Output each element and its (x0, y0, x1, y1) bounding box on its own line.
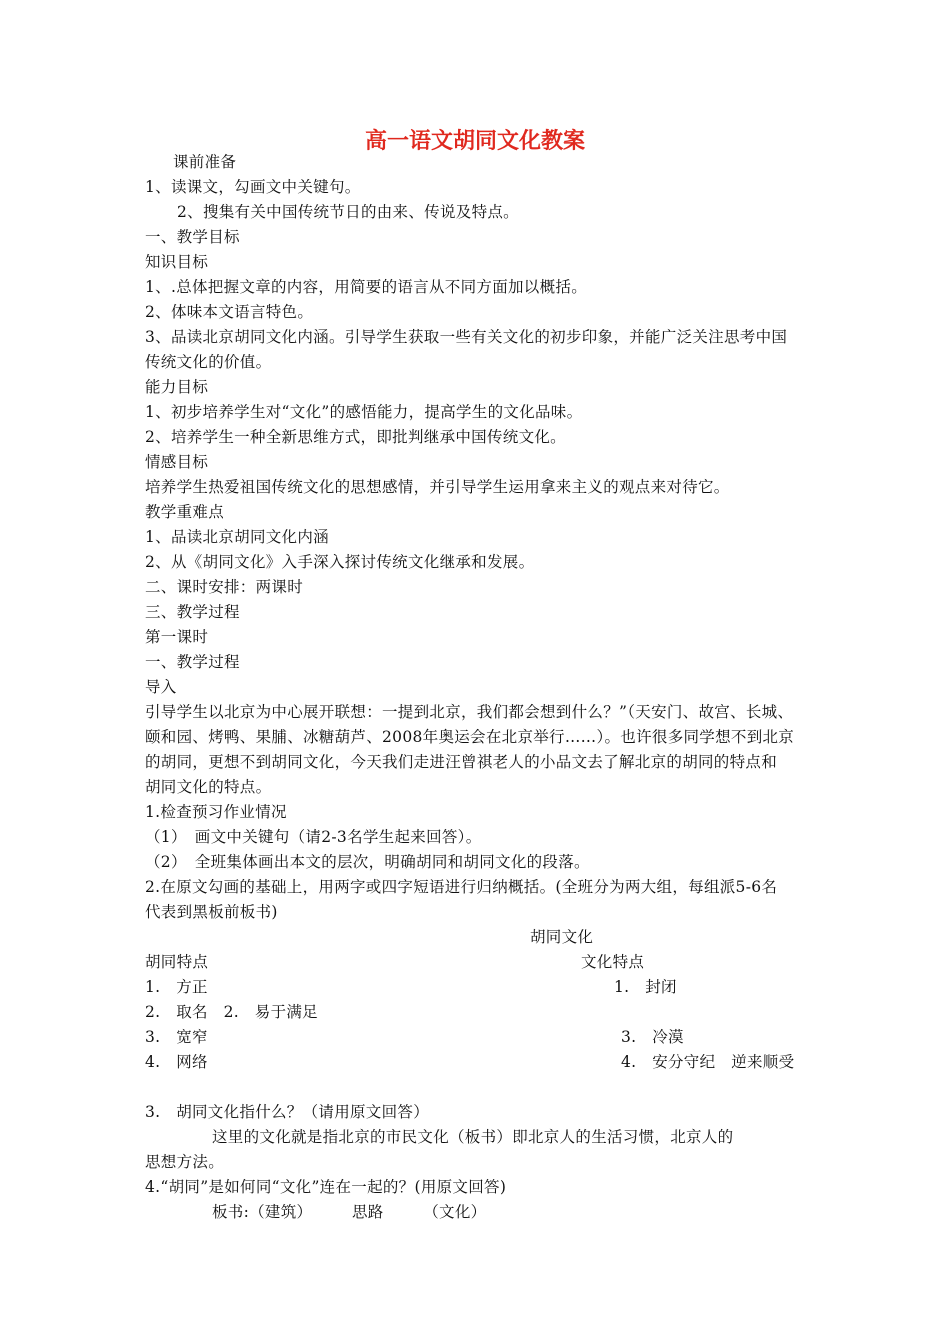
column-heading-left: 胡同特点 (145, 953, 209, 971)
board-item-right: 3. 冷漠 (621, 1028, 684, 1046)
board-item-left: 2. 取名 2. 易于满足 (145, 1003, 318, 1021)
section-heading: 三、教学过程 (145, 603, 240, 621)
text-line: 的胡同，更想不到胡同文化，今天我们走进汪曾祺老人的小品文去了解北京的胡同的特点和 (145, 753, 778, 771)
text-line: 第一课时 (145, 628, 209, 646)
board-item-left: 4. 网络 (145, 1053, 208, 1071)
text-line: 传统文化的价值。 (145, 353, 272, 371)
column-heading-right: 文化特点 (581, 953, 645, 971)
text-line: 板书:（建筑） 思路 （文化） (212, 1203, 487, 1221)
text-line: 1、.总体把握文章的内容，用简要的语言从不同方面加以概括。 (145, 278, 587, 296)
text-line: 代表到黑板前板书) (145, 903, 278, 921)
text-line: 知识目标 (145, 253, 209, 271)
text-line: 1.检查预习作业情况 (145, 803, 287, 821)
board-item-left: 1. 方正 (145, 978, 208, 996)
board-item-left: 3. 宽窄 (145, 1028, 208, 1046)
text-line: 1、品读北京胡同文化内涵 (145, 528, 329, 546)
text-line: 能力目标 (145, 378, 209, 396)
text-line: 2.在原文勾画的基础上，用两字或四字短语进行归纳概括。(全班分为两大组，每组派5-6名 (145, 878, 778, 896)
text-line: 思想方法。 (145, 1153, 225, 1171)
section-heading: 一、教学目标 (145, 228, 240, 246)
section-heading: 二、课时安排：两课时 (145, 578, 304, 596)
text-line: 课前准备 (173, 153, 237, 171)
text-line: 2、从《胡同文化》入手深入探讨传统文化继承和发展。 (145, 553, 535, 571)
document-title: 高一语文胡同文化教案 (364, 129, 585, 154)
board-item-right: 1. 封闭 (614, 978, 677, 996)
board-heading: 胡同文化 (530, 928, 594, 946)
text-line: 1、读课文，勾画文中关键句。 (145, 178, 361, 196)
text-line: 培养学生热爱祖国传统文化的思想感情，并引导学生运用拿来主义的观点来对待它。 (145, 478, 730, 496)
text-line: 2、搜集有关中国传统节日的由来、传说及特点。 (177, 203, 519, 221)
text-line: （1） 画文中关键句（请2-3名学生起来回答）。 (145, 828, 482, 846)
text-line: 颐和园、烤鸭、果脯、冰糖葫芦、2008年奥运会在北京举行……）。也许很多同学想不到北京 (145, 728, 795, 746)
board-item-right: 4. 安分守纪 逆来顺受 (621, 1053, 795, 1071)
text-line: 导入 (145, 678, 177, 696)
text-line: 3、品读北京胡同文化内涵。引导学生获取一些有关文化的初步印象，并能广泛关注思考中国 (145, 328, 788, 346)
text-line: 3. 胡同文化指什么？（请用原文回答） (145, 1103, 429, 1121)
text-line: 4.“胡同”是如何同“文化”连在一起的？(用原文回答) (145, 1178, 507, 1196)
text-line: 教学重难点 (145, 503, 225, 521)
section-heading: 一、教学过程 (145, 653, 240, 671)
text-line: 1、初步培养学生对“文化”的感悟能力，提高学生的文化品味。 (145, 403, 583, 421)
text-line: 2、培养学生一种全新思维方式，即批判继承中国传统文化。 (145, 428, 566, 446)
text-line: （2） 全班集体画出本文的层次，明确胡同和胡同文化的段落。 (145, 853, 590, 871)
text-line: 胡同文化的特点。 (145, 778, 272, 796)
text-line: 这里的文化就是指北京的市民文化（板书）即北京人的生活习惯，北京人的 (212, 1128, 734, 1146)
text-line: 2、体味本文语言特色。 (145, 303, 314, 321)
text-line: 情感目标 (145, 453, 209, 471)
text-line: 引导学生以北京为中心展开联想：一提到北京，我们都会想到什么？”（天安门、故宫、长城、 (145, 703, 794, 721)
